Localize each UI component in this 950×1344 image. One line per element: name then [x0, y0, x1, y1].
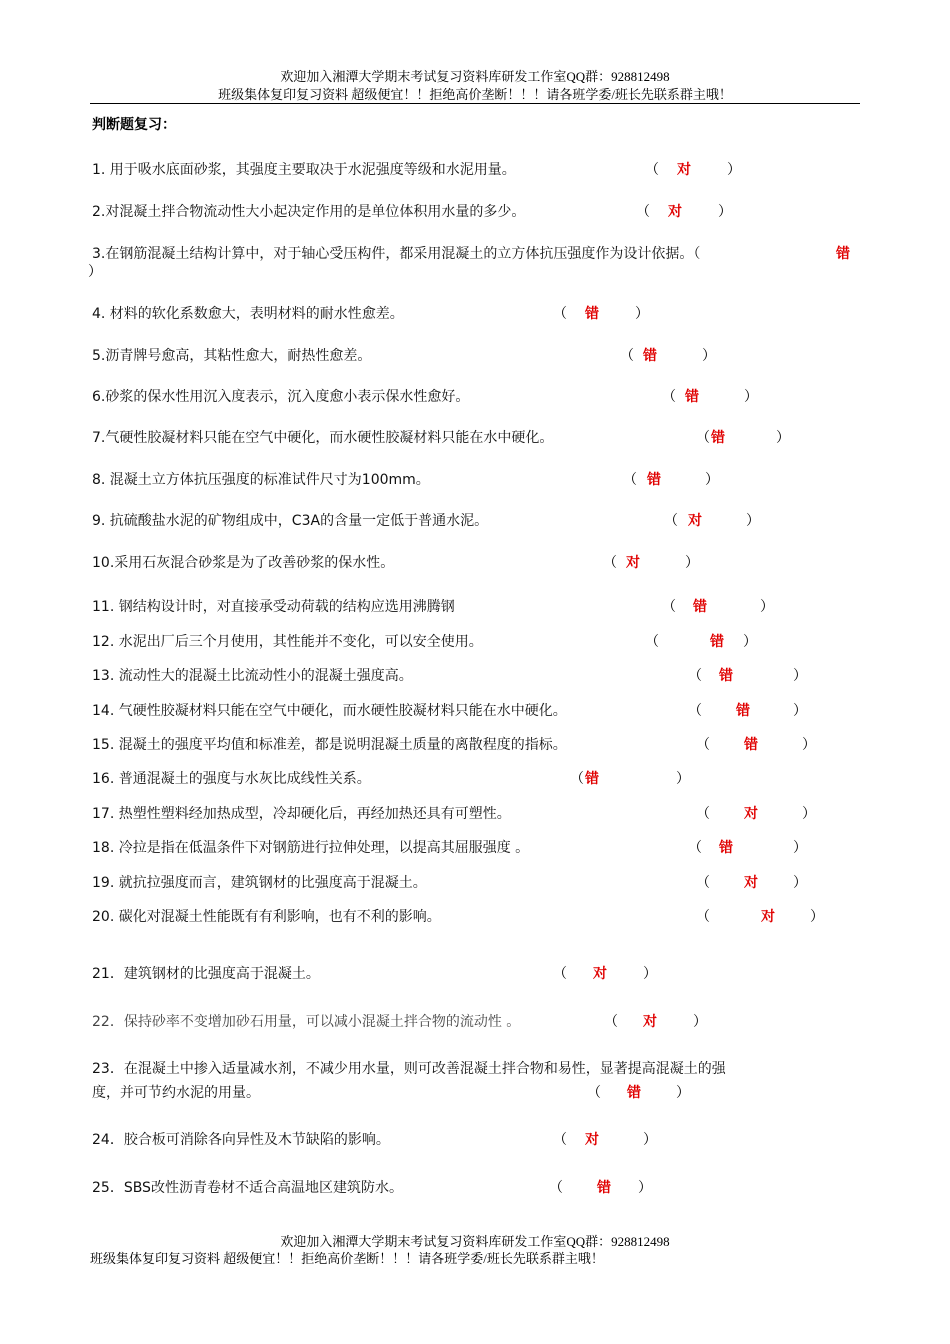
q15-answer: 错: [744, 737, 758, 753]
q3-close: ）: [88, 264, 102, 280]
q16-close: ）: [676, 771, 690, 787]
q8-close: ）: [705, 472, 719, 488]
q21-answer: 对: [593, 966, 607, 982]
q3-answer: 错: [836, 246, 850, 262]
q5-close: ）: [702, 348, 716, 364]
q25-answer: 错: [597, 1180, 611, 1196]
question-12: 12. 水泥出厂后三个月使用，其性能并不变化，可以安全使用。: [92, 634, 483, 650]
header-line-2: 班级集体复印复习资料 超级便宜！！拒绝高价垄断！！！请各班学委/班长先联系群主哦！: [218, 87, 732, 102]
q15-close: ）: [802, 737, 816, 753]
q14-close: ）: [793, 703, 807, 719]
footer-line-2: 班级集体复印复习资料 超级便宜！！拒绝高价垄断！！！请各班学委/班长先联系群主哦！: [90, 1251, 604, 1266]
q13-answer: 错: [719, 668, 733, 684]
q25-open: （: [549, 1180, 563, 1196]
question-15: 15. 混凝土的强度平均值和标准差，都是说明混凝土质量的离散程度的指标。: [92, 737, 567, 753]
q20-close: ）: [810, 909, 824, 925]
question-10: 10.采用石灰混合砂浆是为了改善砂浆的保水性。: [92, 555, 395, 571]
q15-open: （: [696, 737, 710, 753]
question-18: 18. 冷拉是指在低温条件下对钢筋进行拉伸处理，以提高其屈服强度 。: [92, 840, 530, 856]
question-24: 24．胶合板可消除各向异性及木节缺陷的影响。: [92, 1132, 390, 1148]
q5-answer: 错: [643, 348, 657, 364]
q8-answer: 错: [647, 472, 661, 488]
question-20: 20. 碳化对混凝土性能既有有利影响，也有不利的影响。: [92, 909, 441, 925]
q1-close: ）: [727, 162, 741, 178]
q7-answer: 错: [711, 430, 725, 446]
q13-open: （: [688, 668, 702, 684]
q16-answer: 错: [585, 771, 599, 787]
q17-close: ）: [802, 806, 816, 822]
q14-open: （: [688, 703, 702, 719]
q23-open: （: [587, 1085, 601, 1101]
q19-open: （: [696, 875, 710, 891]
q7-open: （: [696, 430, 710, 446]
q4-answer: 错: [585, 306, 599, 322]
question-21: 21．建筑钢材的比强度高于混凝土。: [92, 966, 320, 982]
q5-open: （: [620, 348, 634, 364]
q18-open: （: [688, 840, 702, 856]
q14-answer: 错: [736, 703, 750, 719]
q12-answer: 错: [710, 634, 724, 650]
question-1: 1. 用于吸水底面砂浆，其强度主要取决于水泥强度等级和水泥用量。: [92, 162, 516, 178]
q11-close: ）: [760, 599, 774, 615]
q21-open: （: [553, 966, 567, 982]
q16-open: （: [570, 771, 584, 787]
q1-answer: 对: [677, 162, 691, 178]
question-7: 7.气硬性胶凝材料只能在空气中硬化，而水硬性胶凝材料只能在水中硬化。: [92, 430, 554, 446]
q23-answer: 错: [627, 1085, 641, 1101]
question-9: 9. 抗硫酸盐水泥的矿物组成中，C3A的含量一定低于普通水泥。: [92, 513, 489, 529]
question-13: 13. 流动性大的混凝土比流动性小的混凝土强度高。: [92, 668, 413, 684]
q19-close: ）: [793, 875, 807, 891]
q20-open: （: [696, 909, 710, 925]
q18-answer: 错: [719, 840, 733, 856]
question-11: 11. 钢结构设计时，对直接承受动荷载的结构应选用沸腾钢: [92, 599, 455, 615]
question-3: 3.在钢筋混凝土结构计算中，对于轴心受压构件，都采用混凝土的立方体抗压强度作为设计依据。（: [92, 246, 701, 262]
q24-close: ）: [643, 1132, 657, 1148]
q7-close: ）: [776, 430, 790, 446]
q11-open: （: [662, 599, 676, 615]
q21-close: ）: [643, 966, 657, 982]
question-23-continued: 度，并可节约水泥的用量。: [92, 1085, 260, 1101]
question-23: 23．在混凝土中掺入适量减水剂，不减少用水量，则可改善混凝土拌合物和易性，显著提高混凝土的强: [92, 1061, 726, 1077]
question-19: 19. 就抗拉强度而言，建筑钢材的比强度高于混凝土。: [92, 875, 427, 891]
question-17: 17. 热塑性塑料经加热成型，冷却硬化后，再经加热还具有可塑性。: [92, 806, 511, 822]
q2-open: （: [636, 204, 650, 220]
q9-close: ）: [746, 513, 760, 529]
question-6: 6.砂浆的保水性用沉入度表示，沉入度愈小表示保水性愈好。: [92, 389, 470, 405]
question-14: 14. 气硬性胶凝材料只能在空气中硬化，而水硬性胶凝材料只能在水中硬化。: [92, 703, 567, 719]
q1-open: （: [645, 162, 659, 178]
q22-close: ）: [693, 1014, 707, 1030]
question-2: 2.对混凝土拌合物流动性大小起决定作用的是单位体积用水量的多少。: [92, 204, 526, 220]
question-25: 25．SBS改性沥青卷材不适合高温地区建筑防水。: [92, 1180, 403, 1196]
q22-open: （: [604, 1014, 618, 1030]
q17-answer: 对: [744, 806, 758, 822]
q23-close: ）: [676, 1085, 690, 1101]
q10-open: （: [603, 555, 617, 571]
q4-close: ）: [635, 306, 649, 322]
q10-answer: 对: [626, 555, 640, 571]
q2-answer: 对: [668, 204, 682, 220]
question-5: 5.沥青牌号愈高，其粘性愈大，耐热性愈差。: [92, 348, 372, 364]
q8-open: （: [623, 472, 637, 488]
q24-answer: 对: [585, 1132, 599, 1148]
header-line-1: 欢迎加入湘潭大学期末考试复习资料库研发工作室QQ群：928812498: [280, 69, 670, 84]
q25-close: ）: [638, 1180, 652, 1196]
q17-open: （: [696, 806, 710, 822]
footer-line-1: 欢迎加入湘潭大学期末考试复习资料库研发工作室QQ群：928812498: [280, 1234, 670, 1249]
q2-close: ）: [718, 204, 732, 220]
section-heading: 判断题复习：: [92, 117, 176, 133]
q18-close: ）: [793, 840, 807, 856]
q19-answer: 对: [744, 875, 758, 891]
q13-close: ）: [793, 668, 807, 684]
q6-close: ）: [744, 389, 758, 405]
q6-answer: 错: [685, 389, 699, 405]
q4-open: （: [553, 306, 567, 322]
question-8: 8. 混凝土立方体抗压强度的标准试件尺寸为100mm。: [92, 472, 430, 488]
q12-open: （: [645, 634, 659, 650]
question-16: 16. 普通混凝土的强度与水灰比成线性关系。: [92, 771, 371, 787]
q9-open: （: [664, 513, 678, 529]
question-22: 22．保持砂率不变增加砂石用量，可以减小混凝土拌合物的流动性 。: [92, 1014, 521, 1030]
question-4: 4. 材料的软化系数愈大，表明材料的耐水性愈差。: [92, 306, 404, 322]
q6-open: （: [662, 389, 676, 405]
q22-answer: 对: [643, 1014, 657, 1030]
q24-open: （: [553, 1132, 567, 1148]
q11-answer: 错: [693, 599, 707, 615]
q10-close: ）: [685, 555, 699, 571]
header-divider: [90, 103, 860, 104]
q20-answer: 对: [761, 909, 775, 925]
q9-answer: 对: [688, 513, 702, 529]
q12-close: ）: [743, 634, 757, 650]
